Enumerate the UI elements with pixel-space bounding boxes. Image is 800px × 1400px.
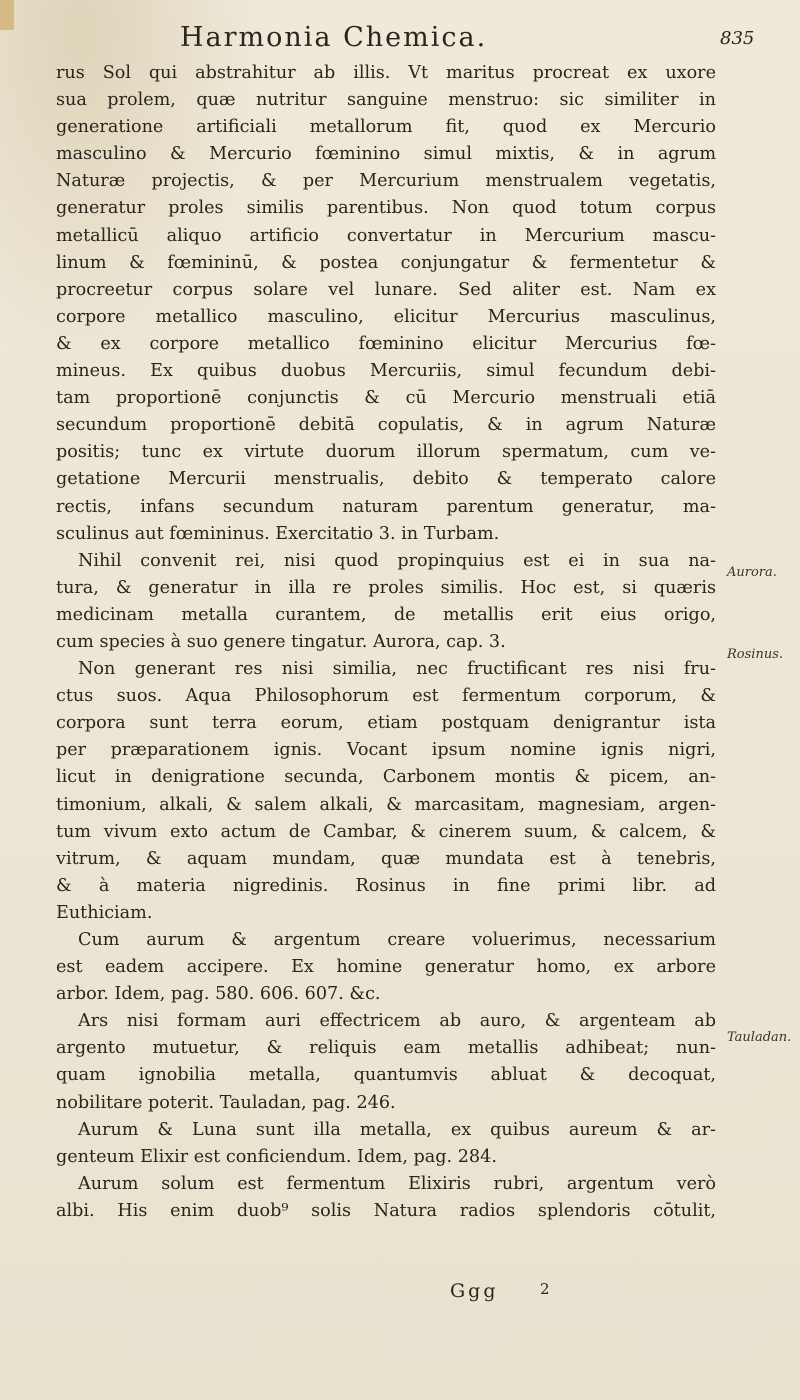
text-line: generatur proles similis parentibus. Non quod totum corpus	[56, 198, 716, 219]
text-line: masculino & Mercurio fœminino simul mixtis, & in agrum	[56, 144, 716, 165]
text-line: & à materia nigredinis. Rosinus in fine primi libr. ad	[56, 875, 716, 896]
text-line: rectis, infans secundum naturam parentum generatur, ma-	[56, 496, 716, 517]
text-line: ctus suos. Aqua Philosophorum est fermentum corporum, &	[56, 686, 716, 707]
text-line: cum species à suo genere tingatur. Aurora, cap. 3.	[56, 631, 506, 652]
body-text	[56, 60, 716, 1225]
text-line: rus Sol qui abstrahitur ab illis. Vt maritus procreat ex uxore	[56, 63, 716, 83]
text-line: nobilitare poterit. Tauladan, pag. 246.	[56, 1092, 396, 1113]
margin-note-tauladan: Tauladan.	[727, 1030, 792, 1045]
text-line: corpora sunt terra eorum, etiam postquam denigrantur ista	[56, 713, 716, 734]
text-line: generatione artificiali metallorum fit, quod ex Mercurio	[56, 117, 716, 138]
text-line: mineus. Ex quibus duobus Mercuriis, simul fecundum debi-	[56, 361, 716, 382]
margin-note-rosinus: Rosinus.	[727, 647, 783, 662]
text-line: corpore metallico masculino, elicitur Mercurius masculinus,	[56, 306, 716, 327]
text-line: tam proportionē conjunctis & cū Mercurio menstruali etiā	[56, 388, 716, 409]
text-line: metallicū aliquo artificio convertatur in Mercurium mascu-	[56, 225, 716, 246]
page-number: 835	[720, 28, 755, 49]
text-line: albi. His enim duob⁹ solis Natura radios splendoris cōtulit,	[56, 1200, 716, 1221]
text-line: secundum proportionē debitā copulatis, & in agrum Naturæ	[56, 415, 716, 436]
page-footer	[0, 1280, 800, 1310]
text-line: Naturæ projectis, & per Mercurium menstrualem vegetatis,	[56, 171, 716, 192]
text-line: linum & fœmininū, & postea conjungatur & fermentetur &	[56, 252, 716, 273]
text-line: tum vivum exto actum de Cambar, & cinerem suum, & calcem, &	[56, 821, 716, 842]
text-line: procreetur corpus solare vel lunare. Sed aliter est. Nam ex	[56, 279, 716, 300]
text-line: sua prolem, quæ nutritur sanguine menstruo: sic similiter in	[56, 90, 716, 111]
text-line: Euthiciam.	[56, 902, 153, 923]
text-line: argento mutuetur, & reliquis eam metallis adhibeat; nun-	[56, 1038, 716, 1059]
text-line: vitrum, & aquam mundam, quæ mundata est à tenebris,	[56, 848, 716, 869]
text-line: genteum Elixir est conficiendum. Idem, pag. 284.	[56, 1146, 497, 1167]
text-line: getatione Mercurii menstrualis, debito & temperato calore	[56, 469, 716, 490]
text-line: & ex corpore metallico fœminino elicitur Mercurius fœ-	[56, 333, 716, 354]
signature-number: 2	[540, 1280, 550, 1298]
running-head: Harmonia Chemica.	[180, 22, 488, 53]
text-line: Cum aurum & argentum creare voluerimus, necessarium	[78, 930, 716, 950]
text-line: timonium, alkali, & salem alkali, & marcasitam, magnesiam, argen-	[56, 794, 716, 815]
text-line: Non generant res nisi similia, nec fructificant res nisi fru-	[78, 659, 716, 680]
signature-mark: Ggg	[450, 1280, 499, 1302]
text-line: est eadem accipere. Ex homine generatur homo, ex arbore	[56, 957, 716, 978]
text-line: arbor. Idem, pag. 580. 606. 607. &c.	[56, 984, 381, 1005]
text-line: per præparationem ignis. Vocant ipsum nomine ignis nigri,	[56, 740, 716, 761]
text-line: tura, & generatur in illa re proles similis. Hoc est, si quæris	[56, 577, 716, 598]
text-line: Nihil convenit rei, nisi quod propinquius est ei in sua na-	[78, 550, 716, 571]
text-line: Aurum & Luna sunt illa metalla, ex quibus aureum & ar-	[78, 1119, 716, 1140]
margin-note-aurora: Aurora.	[727, 565, 777, 580]
page-corner-stain	[0, 0, 14, 30]
text-line: Aurum solum est fermentum Elixiris rubri, argentum verò	[78, 1173, 716, 1194]
text-line: Ars nisi formam auri effectricem ab auro, & argenteam ab	[78, 1011, 716, 1032]
text-line: quam ignobilia metalla, quantumvis abluat & decoquat,	[56, 1065, 716, 1086]
text-line: positis; tunc ex virtute duorum illorum spermatum, cum ve-	[56, 442, 716, 463]
text-line: sculinus aut fœmininus. Exercitatio 3. in Turbam.	[56, 523, 500, 544]
text-line: licut in denigratione secunda, Carbonem montis & picem, an-	[56, 767, 716, 788]
text-line: medicinam metalla curantem, de metallis erit eius origo,	[56, 604, 716, 625]
